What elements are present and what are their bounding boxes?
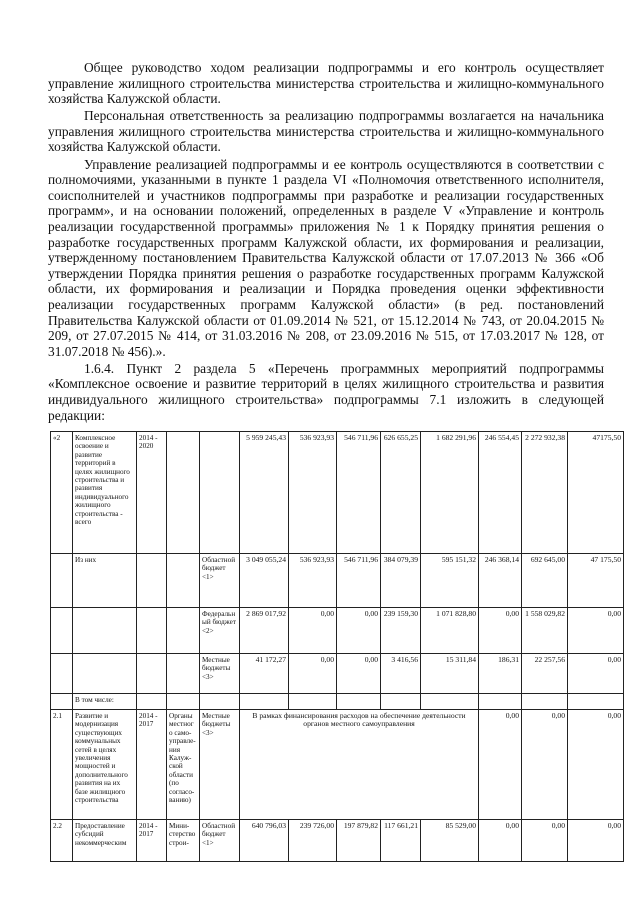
value-2019: 692 645,00 [522,554,568,608]
value-2018: 0,00 [479,710,522,820]
table-row [51,432,624,554]
funding-source: Местные бюджеты <3> [200,710,240,820]
value-2018: 246 554,45 [479,432,522,554]
activity-years: 2014 - 2017 [137,710,167,820]
paragraph-3: Управление реализацией подпрограммы и ее контроль осуществляются в соответствии с полномочиями, указанными в пункте 1 раздела VI «Полномочия ответственного исполнителя, соисполнителей и участников подпрограммы при разработке и реализации государственных программ», и на основании положений, определенных в разделе V «Управление и контроль реализации государственной программы» приложения № 1 к Порядку принятия решения о разработке государственных программ Калужской области, их формирования и реализации, утвержденному постановлением Правительства Калужской области от 17.07.2013 № 366 «Об утверждении Порядка принятия решения о разработке государственных программ Калужской области, их формирования и реализации и Порядка проведения оценки эффективности реализации государственных программ Калужской области» (в ред. постановлений Правительства Калужской области от 01.09.2014 № 521, от 15.12.2014 № 743, от 20.04.2015 № 209, от 27.07.2015 № 414, от 31.03.2016 № 208, от 23.09.2016 № 515, от 17.03.2017 № 128, от 31.07.2018 № 456).». [48,156,604,359]
total-value: 2 869 017,92 [240,608,289,654]
table-row [51,608,624,654]
row-number: 2.2 [51,820,73,862]
value-2016: 3 416,56 [381,654,421,694]
value-2019: 2 272 932,38 [522,432,568,554]
value-2014: 0,00 [289,654,337,694]
executor: Органы местного само-управле-ния Калуж-ской области (по согласо-ванию) [167,710,200,820]
value-2019: 22 257,56 [522,654,568,694]
value-2015: 197 879,82 [337,820,381,862]
source-cell [200,432,240,554]
value-2020: 0,00 [568,654,624,694]
value-2016: 384 079,39 [381,554,421,608]
value-2020: 0,00 [568,608,624,654]
value-2015: 0,00 [337,608,381,654]
value-2020: 47 175,50 [568,554,624,608]
table-row [51,820,624,862]
value-2018: 0,00 [479,820,522,862]
value-2017: 1 071 828,80 [421,608,479,654]
value-2015: 546 711,96 [337,432,381,554]
subgroup-label: Из них [73,554,137,608]
paragraph-4: 1.6.4. Пункт 2 раздела 5 «Перечень программных мероприятий подпрограммы «Комплексное освоение и развитие территорий в целях жилищного строительства и развития индивидуального жилищного строительства» подпрограммы 7.1 изложить в следующей редакции: [48,360,604,423]
value-2014: 239 726,00 [289,820,337,862]
funding-source: Федеральный бюджет <2> [200,608,240,654]
activity-name: Предоставление субсидий некоммерческим [73,820,137,862]
value-2015: 0,00 [337,654,381,694]
value-2019: 0,00 [522,710,568,820]
activity-name: Развитие и модернизация существующих коммунальных сетей в целях увеличения мощностей и дополнительного развития на их базе жилищного строительства [73,710,137,820]
value-2019: 1 558 029,82 [522,608,568,654]
activity-name: Комплексное освоение и развитие территорий в целях жилищного строительства и развития индивидуального жилищного строительства - всего [73,432,137,554]
executor-cell [167,432,200,554]
paragraph-1: Общее руководство ходом реализации подпрограммы и его контроль осуществляет управление жилищного строительства министерства строительства и жилищно-коммунального хозяйства Калужской области. [48,60,604,107]
value-2017: 85 529,00 [421,820,479,862]
executor: Мини-стерство строи- [167,820,200,862]
value-2014: 536 923,93 [289,554,337,608]
row-number: 2.1 [51,710,73,820]
activity-years: 2014 - 2017 [137,820,167,862]
value-2020: 47175,50 [568,432,624,554]
table-row [51,554,624,608]
value-2018: 0,00 [479,608,522,654]
value-2015: 546 711,96 [337,554,381,608]
activity-years: 2014 - 2020 [137,432,167,554]
value-2020: 0,00 [568,710,624,820]
table-row [51,694,624,710]
row-number: «2 [51,432,73,554]
value-2017: 595 151,32 [421,554,479,608]
value-2016: 626 655,25 [381,432,421,554]
paragraph-2: Персональная ответственность за реализацию подпрограммы возлагается на начальника управления жилищного строительства министерства строительства и жилищно-коммунального хозяйства Калужской области. [48,108,604,155]
total-value: 3 049 055,24 [240,554,289,608]
value-2014: 0,00 [289,608,337,654]
funding-source: Областной бюджет <1> [200,554,240,608]
table-row [51,710,624,820]
program-activities-table [50,431,624,862]
funding-source: Областной бюджет <1> [200,820,240,862]
total-value: 5 959 245,43 [240,432,289,554]
value-2019: 0,00 [522,820,568,862]
value-2014: 536 923,93 [289,432,337,554]
value-2018: 246 368,14 [479,554,522,608]
value-2020: 0,00 [568,820,624,862]
subgroup-label: В том числе: [73,694,137,710]
value-2016: 239 159,30 [381,608,421,654]
table-row [51,654,624,694]
body-text [48,60,604,425]
total-value: 41 172,27 [240,654,289,694]
funding-source: Местные бюджеты <3> [200,654,240,694]
value-2017: 15 311,84 [421,654,479,694]
value-2016: 117 661,21 [381,820,421,862]
value-2018: 186,31 [479,654,522,694]
value-2017: 1 682 291,96 [421,432,479,554]
financing-note: В рамках финансирования расходов на обеспечение деятельности органов местного самоуправления [240,710,479,820]
total-value: 640 796,03 [240,820,289,862]
